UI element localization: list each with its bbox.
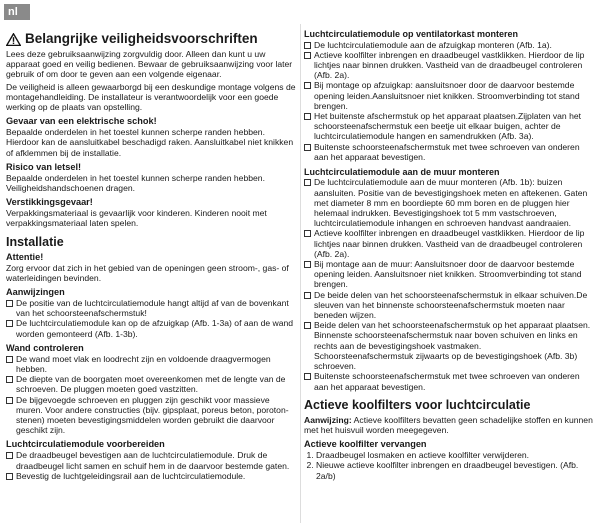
language-tab: nl [4,4,30,20]
wall-mount-list [304,177,596,391]
filters-note-label: Aanwijzing: [304,414,352,425]
list-item: De beide delen van het schoorsteenafschermstuk in elkaar schuiven.De sleuven van het binnenste schoorsteenafschermstuk moeten naar beneden wijzen. [304,290,596,321]
list-item: De luchtcirculatiemodule kan op de afzuigkap (Afb. 1-3a) of aan de wand worden gemonteerd (Afb. 1-3b). [6,318,296,338]
attention-title: Attentie! [6,251,44,262]
safety-title: Belangrijke veiligheidsvoorschriften [25,31,258,46]
list-item: 1. Draadbeugel losmaken en actieve koolfilter verwijderen. [316,450,596,460]
right-column [304,29,596,481]
list-item: De luchtcirculatiemodule aan de muur monteren (Afb. 1b): buizen aansluiten. Positie van de bevestigingshoek meten en aftekenen. Gaten met diameter 8 mm en boordiepte 60 mm boren en de pluggen hier helemaal indrukken. Bevestigingshoek tot 5 mm vastschroeven, luchtcirculatiemodule inhangen en schroeven handvast aandraaien. [304,177,596,228]
list-item: Buitenste schoorsteenafschermstuk met twee schroeven van onderen aan het apparaat bevestigen. [304,371,596,391]
hood-mount-list [304,40,596,162]
injury-title: Risico van letsel! [6,161,82,172]
suffocation-text: Verpakkingsmateriaal is gevaarlijk voor kinderen. Kinderen nooit met verpakkingsmateriaal laten spelen. [6,208,267,229]
safety-paragraph: De veiligheid is alleen gewaarborgd bij een deskundige montage volgens de montagehandleiding. De installateur is verantwoordelijk voor een goede werking op de plaats van opstelling. [6,81,296,113]
injury-text: Bepaalde onderdelen in het toestel kunnen scherpe randen hebben. Veiligheidshandschoenen dragen. [6,172,265,194]
replace-steps [304,450,596,481]
list-item: Bevestig de luchtgeleidingsrail aan de luchtcirculatiemodule. [6,471,296,481]
shock-text: Bepaalde onderdelen in het toestel kunnen scherpe randen hebben. Hierdoor kan de aansluitkabel beschadigd raken. Aansluitkabel niet knikken of afklemmen bij de installatie. [6,127,294,158]
hood-mount-title: Luchtcirculatiemodule op ventilatorkast monteren [304,29,519,39]
list-item [304,320,596,371]
list-item: Actieve koolfilter inbrengen en draadbeugel vastklikken. Hierdoor de lip lichtjes naar binnen drukken. Vastheid van de draadbeugel controleren (Afb. 2a). [304,50,596,81]
safety-heading [6,31,296,47]
list-item: De bijgevoegde schroeven en pluggen zijn geschikt voor massieve muren. Voor andere constructies (bijv. gipsplaat, poreus beton, poroton-stenen) moeten bevestigingsmiddelen worden gebruikt die daarvoor geschikt zijn. [6,395,296,436]
list-item: De wand moet vlak en loodrecht zijn en voldoende draagvermogen hebben. [6,354,296,374]
column-divider [300,24,301,523]
filters-note [304,415,596,435]
prep-title: Luchtcirculatiemodule voorbereiden [6,439,165,450]
list-item: Bij montage aan de muur: Aansluitsnoer door de daarvoor bestemde opening leiden. Aansluitsnoer niet knikken. Stroomverbinding tot stand brengen. [304,259,596,290]
warning-icon [6,33,21,46]
wall-list [6,354,296,436]
list-item: Buitenste schoorsteenafschermstuk met twee schroeven van onderen aan het apparaat bevestigen. [304,142,596,162]
installation-heading: Installatie [6,234,64,249]
hints-title: Aanwijzingen [6,287,65,298]
list-item: Het buitenste afschermstuk op het apparaat plaatsen.Zijplaten van het schoorsteenafschermstuk een beetje uit elkaar buigen, achter de luchtcirculatiemodule hangen en samendrukken (Afb. 3a). [304,111,596,142]
list-item: Bij montage op afzuigkap: aansluitsnoer door de daarvoor bestemde opening leiden.Aansluitsnoer niet knikken. Stroomverbinding tot stand brengen. [304,80,596,111]
list-item: De positie van de luchtcirculatiemodule hangt altijd af van de bovenkant van het schoorsteenafschermstuk! [6,298,296,318]
list-item: De luchtcirculatiemodule aan de afzuigkap monteren (Afb. 1a). [304,40,596,50]
wall-mount-title: Luchtcirculatiemodule aan de muur monteren [304,166,500,177]
prep-list [6,450,296,481]
safety-paragraph: Lees deze gebruiksaanwijzing zorgvuldig door. Alleen dan kunt u uw apparaat goed en veilig bedienen. Bewaar de gebruiksaanwijzing voor later gebruik of om door te geven aan een volgende eigenaar. [6,49,293,80]
hints-list [6,298,296,339]
suffocation-title: Verstikkingsgevaar! [6,197,93,208]
filters-heading: Actieve koolfilters voor luchtcirculatie [304,397,531,412]
wall-title: Wand controleren [6,342,84,353]
list-item: 2. Nieuwe actieve koolfilter inbrengen en draadbeugel bevestigen. (Afb. 2a/b) [316,460,596,480]
list-item-extra: Schoorsteenafschermstuk zijwaarts op de bevestigingshoek (Afb. 3b) schroeven. [314,350,578,372]
left-column [6,30,296,481]
list-item: De diepte van de boorgaten moet overeenkomen met de lengte van de schroeven. De pluggen moeten goed vastzitten. [6,374,296,394]
list-item: De draadbeugel bevestigen aan de luchtcirculatiemodule. Druk de draadbeugel licht samen en schuif hem in de daarvoor bestemde gaten. [6,450,296,470]
list-item-text: Beide delen van het schoorsteenafschermstuk op het apparaat plaatsen. Binnenste schoorsteenafschermstuk naar boven schuiven en links en rechts aan de bevestigingshoek vastmaken. [314,320,591,351]
filters-note-text: Actieve koolfilters bevatten geen schadelijke stoffen en kunnen met het huisvuil worden meegegeven. [304,414,593,435]
shock-title: Gevaar van een elektrische schok! [6,116,157,127]
attention-text: Zorg ervoor dat zich in het gebied van de openingen geen stroom-, gas- of waterleidingen bevinden. [6,262,289,283]
list-item: Actieve koolfilter inbrengen en draadbeugel vastklikken. Hierdoor de lip lichtjes naar binnen drukken. Vastheid van de draadbeugel controleren (Afb. 2a). [304,228,596,259]
replace-title: Actieve koolfilter vervangen [304,439,427,450]
